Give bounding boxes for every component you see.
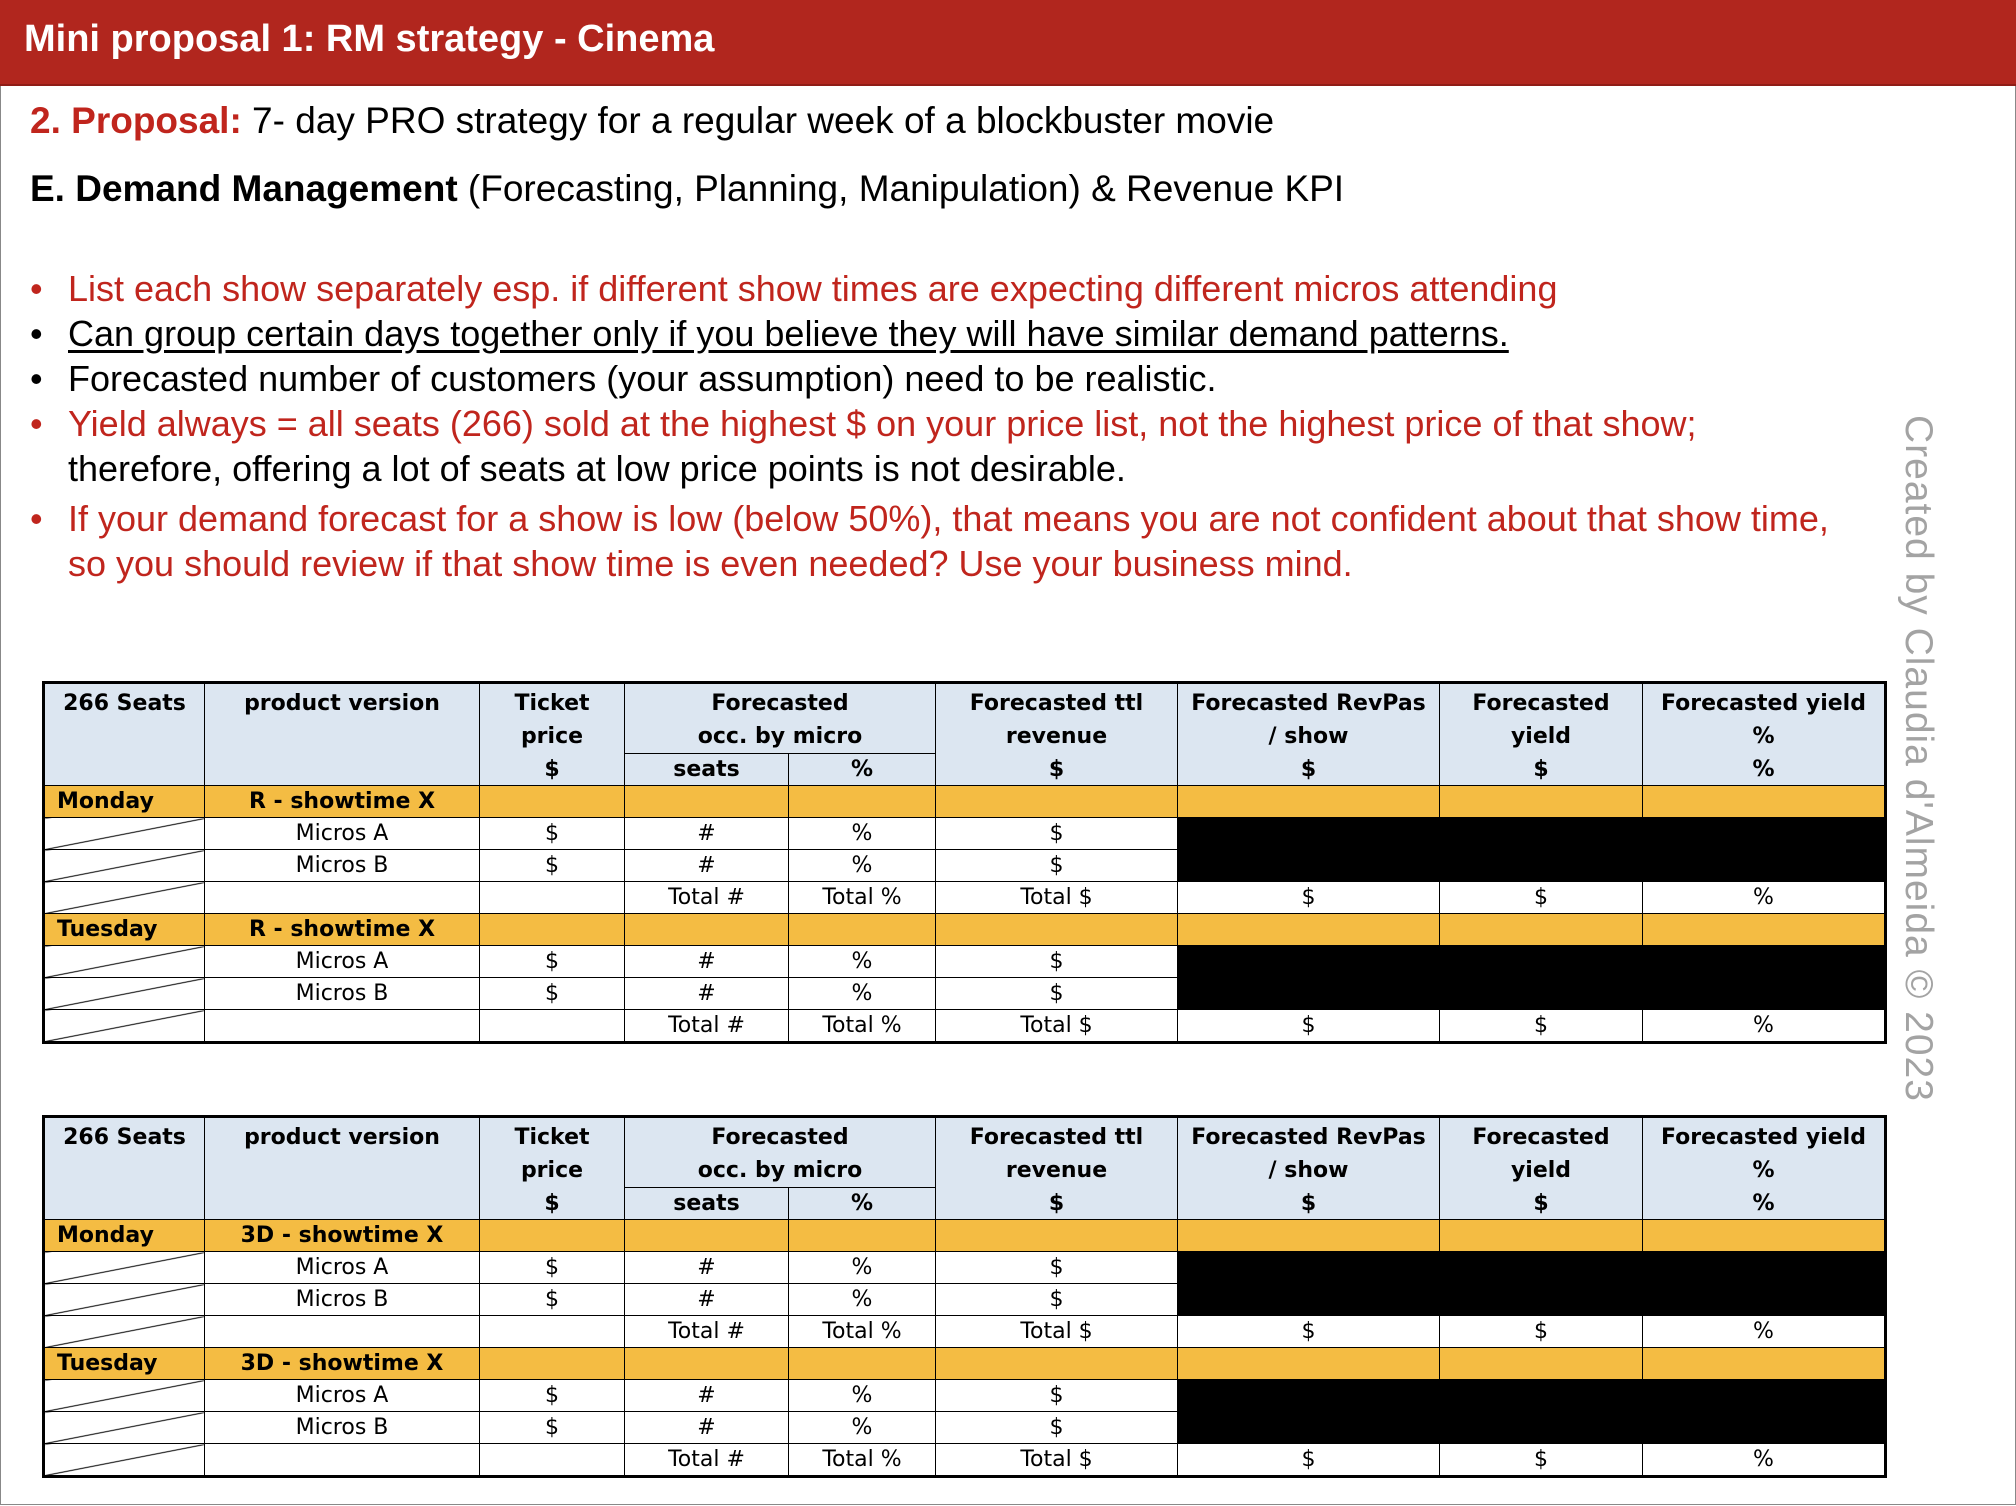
- header-revenue: Forecasted ttl revenue: [936, 1117, 1178, 1188]
- revenue-cell[interactable]: $: [936, 1412, 1178, 1444]
- yellow-cell: [625, 914, 789, 946]
- diagonal-cell: [44, 978, 205, 1010]
- unit-cell: [205, 1188, 480, 1220]
- unit-cell: $: [1440, 754, 1643, 786]
- forecast-table-3d: [42, 1115, 1887, 1478]
- guideline-text-red: Yield always = all seats (266) sold at the highest $ on your price list, not the highest price of that show;: [68, 403, 1697, 444]
- yield-cell[interactable]: $: [1440, 1444, 1643, 1477]
- blocked-cell: [1643, 946, 1886, 978]
- unit-cell: $: [936, 1188, 1178, 1220]
- diagonal-cell: [44, 818, 205, 850]
- revenue-cell[interactable]: $: [936, 946, 1178, 978]
- yellow-cell: [1440, 914, 1643, 946]
- unit-cell: [44, 1188, 205, 1220]
- pct-cell[interactable]: %: [789, 1252, 936, 1284]
- blocked-cell: [1643, 1252, 1886, 1284]
- yellow-cell: [789, 786, 936, 818]
- header-product: product version: [205, 1117, 480, 1188]
- yellow-cell: [625, 1220, 789, 1252]
- guideline-item: [30, 401, 1930, 491]
- total-revenue-cell[interactable]: Total $: [936, 1316, 1178, 1348]
- diagonal-cell: [44, 882, 205, 914]
- micro-row: [44, 850, 1886, 882]
- empty-cell: [480, 882, 625, 914]
- blocked-cell: [1643, 818, 1886, 850]
- seats-cell[interactable]: #: [625, 818, 789, 850]
- guideline-text: Forecasted number of customers (your assumption) need to be realistic.: [68, 358, 1217, 399]
- slide-title: Mini proposal 1: RM strategy - Cinema: [24, 18, 715, 60]
- yellow-cell: [1440, 1348, 1643, 1380]
- header-yield: Forecasted yield: [1440, 683, 1643, 754]
- ticket-price-cell[interactable]: $: [480, 1380, 625, 1412]
- day-row: [44, 1348, 1886, 1380]
- micro-label: Micros B: [205, 850, 480, 882]
- proposal-text: 7- day PRO strategy for a regular week of a blockbuster movie: [241, 100, 1275, 141]
- yellow-cell: [1440, 1220, 1643, 1252]
- yield-cell[interactable]: $: [1440, 1010, 1643, 1043]
- total-seats-cell[interactable]: Total #: [625, 1316, 789, 1348]
- revpas-cell[interactable]: $: [1178, 1316, 1440, 1348]
- yellow-cell: [1178, 786, 1440, 818]
- blocked-cell: [1643, 850, 1886, 882]
- total-row: [44, 1010, 1886, 1043]
- day-row: [44, 1220, 1886, 1252]
- empty-cell: [205, 1316, 480, 1348]
- micro-label: Micros B: [205, 978, 480, 1010]
- micro-row: [44, 818, 1886, 850]
- blocked-cell: [1440, 818, 1643, 850]
- product-label: R - showtime X: [205, 914, 480, 946]
- micro-row: [44, 946, 1886, 978]
- diagonal-cell: [44, 1316, 205, 1348]
- total-pct-cell[interactable]: Total %: [789, 1010, 936, 1043]
- unit-cell: [205, 754, 480, 786]
- header-row: [44, 1117, 1886, 1188]
- seats-cell[interactable]: #: [625, 946, 789, 978]
- day-label: Monday: [44, 1220, 205, 1252]
- micro-label: Micros A: [205, 1252, 480, 1284]
- bullet-dot: •: [30, 498, 43, 539]
- total-seats-cell[interactable]: Total #: [625, 882, 789, 914]
- product-label: R - showtime X: [205, 786, 480, 818]
- total-revenue-cell[interactable]: Total $: [936, 1010, 1178, 1043]
- diagonal-cell: [44, 1284, 205, 1316]
- yield-pct-cell[interactable]: %: [1643, 1316, 1886, 1348]
- empty-cell: [480, 1444, 625, 1477]
- bullet-dot: •: [30, 358, 43, 399]
- bullet-dot: •: [30, 313, 43, 354]
- yellow-cell: [1178, 1348, 1440, 1380]
- guideline-item: [30, 356, 1930, 401]
- yellow-cell: [936, 1220, 1178, 1252]
- diagonal-cell: [44, 1252, 205, 1284]
- yellow-cell: [1643, 1220, 1886, 1252]
- diagonal-cell: [44, 1444, 205, 1477]
- revpas-cell[interactable]: $: [1178, 1010, 1440, 1043]
- blocked-cell: [1643, 978, 1886, 1010]
- guideline-text: If your demand forecast for a show is low (below 50%), that means you are not confident about that show time, so you should review if that show time is even needed? Use your business mind.: [68, 498, 1829, 584]
- title-bar: [0, 0, 2016, 86]
- yellow-cell: [789, 1220, 936, 1252]
- guideline-text: Can group certain days together only if you believe they will have similar demand patterns.: [68, 313, 1509, 354]
- unit-cell: [44, 754, 205, 786]
- yield-pct-cell[interactable]: %: [1643, 1444, 1886, 1477]
- seats-cell[interactable]: #: [625, 1412, 789, 1444]
- micro-row: [44, 1380, 1886, 1412]
- total-seats-cell[interactable]: Total #: [625, 1010, 789, 1043]
- ticket-price-cell[interactable]: $: [480, 978, 625, 1010]
- blocked-cell: [1440, 978, 1643, 1010]
- pct-cell[interactable]: %: [789, 1412, 936, 1444]
- day-label: Monday: [44, 786, 205, 818]
- micro-row: [44, 978, 1886, 1010]
- empty-cell: [480, 1010, 625, 1043]
- day-row: [44, 786, 1886, 818]
- ticket-price-cell[interactable]: $: [480, 1412, 625, 1444]
- revenue-cell[interactable]: $: [936, 978, 1178, 1010]
- blocked-cell: [1178, 978, 1440, 1010]
- total-row: [44, 1316, 1886, 1348]
- day-label: Tuesday: [44, 914, 205, 946]
- guidelines-list: [30, 266, 1930, 591]
- header-yield-pct: Forecasted yield %: [1643, 683, 1886, 754]
- header-row: [44, 683, 1886, 754]
- section-prefix: E. Demand Management: [30, 168, 458, 209]
- yellow-cell: [1178, 1220, 1440, 1252]
- total-pct-cell[interactable]: Total %: [789, 1444, 936, 1477]
- blocked-cell: [1440, 850, 1643, 882]
- header-occupancy: Forecasted occ. by micro: [625, 1117, 936, 1188]
- seats-cell[interactable]: #: [625, 978, 789, 1010]
- blocked-cell: [1178, 1412, 1440, 1444]
- blocked-cell: [1178, 1284, 1440, 1316]
- micro-label: Micros A: [205, 946, 480, 978]
- header-product: product version: [205, 683, 480, 754]
- header-revenue: Forecasted ttl revenue: [936, 683, 1178, 754]
- guideline-item: [30, 496, 1930, 586]
- blocked-cell: [1643, 1412, 1886, 1444]
- unit-seats: seats: [625, 754, 789, 786]
- pct-cell[interactable]: %: [789, 1284, 936, 1316]
- ticket-price-cell[interactable]: $: [480, 1284, 625, 1316]
- total-row: [44, 1444, 1886, 1477]
- bullet-dot: •: [30, 268, 43, 309]
- unit-cell: $: [1178, 754, 1440, 786]
- header-units-row: [44, 1188, 1886, 1220]
- blocked-cell: [1643, 1284, 1886, 1316]
- header-yield-pct: Forecasted yield %: [1643, 1117, 1886, 1188]
- micro-label: Micros B: [205, 1412, 480, 1444]
- yellow-cell: [480, 914, 625, 946]
- header-units-row: [44, 754, 1886, 786]
- unit-pct: %: [789, 754, 936, 786]
- blocked-cell: [1178, 1252, 1440, 1284]
- yield-cell[interactable]: $: [1440, 1316, 1643, 1348]
- unit-pct: %: [789, 1188, 936, 1220]
- ticket-price-cell[interactable]: $: [480, 946, 625, 978]
- revenue-cell[interactable]: $: [936, 1252, 1178, 1284]
- guideline-text-black: therefore, offering a lot of seats at low price points is not desirable.: [68, 448, 1126, 489]
- unit-cell: $: [1178, 1188, 1440, 1220]
- unit-cell: %: [1643, 754, 1886, 786]
- ticket-price-cell[interactable]: $: [480, 850, 625, 882]
- guideline-item: [30, 311, 1930, 356]
- micro-label: Micros A: [205, 818, 480, 850]
- total-revenue-cell[interactable]: Total $: [936, 882, 1178, 914]
- unit-cell: $: [1440, 1188, 1643, 1220]
- yield-cell[interactable]: $: [1440, 882, 1643, 914]
- pct-cell[interactable]: %: [789, 818, 936, 850]
- unit-seats: seats: [625, 1188, 789, 1220]
- blocked-cell: [1440, 1284, 1643, 1316]
- yellow-cell: [625, 1348, 789, 1380]
- seats-cell[interactable]: #: [625, 1252, 789, 1284]
- yellow-cell: [480, 1220, 625, 1252]
- yield-pct-cell[interactable]: %: [1643, 1010, 1886, 1043]
- micro-label: Micros B: [205, 1284, 480, 1316]
- yellow-cell: [1643, 914, 1886, 946]
- diagonal-cell: [44, 850, 205, 882]
- proposal-prefix: 2. Proposal:: [30, 100, 242, 141]
- revenue-cell[interactable]: $: [936, 818, 1178, 850]
- product-label: 3D - showtime X: [205, 1348, 480, 1380]
- yellow-cell: [1440, 786, 1643, 818]
- micro-row: [44, 1412, 1886, 1444]
- header-seats: 266 Seats: [44, 1117, 205, 1188]
- yellow-cell: [789, 1348, 936, 1380]
- revenue-cell[interactable]: $: [936, 850, 1178, 882]
- seats-cell[interactable]: #: [625, 850, 789, 882]
- header-occupancy: Forecasted occ. by micro: [625, 683, 936, 754]
- yellow-cell: [1643, 1348, 1886, 1380]
- section-text: (Forecasting, Planning, Manipulation) & Revenue KPI: [457, 168, 1345, 209]
- blocked-cell: [1178, 850, 1440, 882]
- blocked-cell: [1440, 1412, 1643, 1444]
- yellow-cell: [936, 786, 1178, 818]
- revpas-cell[interactable]: $: [1178, 1444, 1440, 1477]
- ticket-price-cell[interactable]: $: [480, 1252, 625, 1284]
- guideline-text: List each show separately esp. if different show times are expecting different micros attending: [68, 268, 1558, 309]
- yellow-cell: [936, 914, 1178, 946]
- diagonal-cell: [44, 1380, 205, 1412]
- blocked-cell: [1643, 1380, 1886, 1412]
- header-ticket: Ticket price: [480, 683, 625, 754]
- micro-row: [44, 1252, 1886, 1284]
- seats-cell[interactable]: #: [625, 1380, 789, 1412]
- empty-cell: [205, 882, 480, 914]
- total-pct-cell[interactable]: Total %: [789, 882, 936, 914]
- yield-pct-cell[interactable]: %: [1643, 882, 1886, 914]
- unit-cell: $: [480, 1188, 625, 1220]
- yellow-cell: [789, 914, 936, 946]
- yellow-cell: [625, 786, 789, 818]
- blocked-cell: [1178, 946, 1440, 978]
- diagonal-cell: [44, 946, 205, 978]
- pct-cell[interactable]: %: [789, 946, 936, 978]
- day-row: [44, 914, 1886, 946]
- product-label: 3D - showtime X: [205, 1220, 480, 1252]
- revpas-cell[interactable]: $: [1178, 882, 1440, 914]
- forecast-table-regular: [42, 681, 1887, 1044]
- empty-cell: [480, 1316, 625, 1348]
- blocked-cell: [1440, 1252, 1643, 1284]
- empty-cell: [205, 1444, 480, 1477]
- empty-cell: [205, 1010, 480, 1043]
- yellow-cell: [936, 1348, 1178, 1380]
- total-seats-cell[interactable]: Total #: [625, 1444, 789, 1477]
- proposal-line: [30, 100, 1274, 142]
- header-revpas: Forecasted RevPas / show: [1178, 683, 1440, 754]
- diagonal-cell: [44, 1010, 205, 1043]
- revenue-cell[interactable]: $: [936, 1380, 1178, 1412]
- yellow-cell: [480, 786, 625, 818]
- total-revenue-cell[interactable]: Total $: [936, 1444, 1178, 1477]
- seats-cell[interactable]: #: [625, 1284, 789, 1316]
- pct-cell[interactable]: %: [789, 978, 936, 1010]
- section-line: [30, 168, 1344, 210]
- yellow-cell: [1643, 786, 1886, 818]
- unit-cell: $: [936, 754, 1178, 786]
- pct-cell[interactable]: %: [789, 850, 936, 882]
- blocked-cell: [1178, 818, 1440, 850]
- revenue-cell[interactable]: $: [936, 1284, 1178, 1316]
- yellow-cell: [1178, 914, 1440, 946]
- pct-cell[interactable]: %: [789, 1380, 936, 1412]
- header-ticket: Ticket price: [480, 1117, 625, 1188]
- unit-cell: %: [1643, 1188, 1886, 1220]
- bullet-dot: •: [30, 403, 43, 444]
- header-seats: 266 Seats: [44, 683, 205, 754]
- day-label: Tuesday: [44, 1348, 205, 1380]
- total-row: [44, 882, 1886, 914]
- guideline-item: [30, 266, 1930, 311]
- diagonal-cell: [44, 1412, 205, 1444]
- blocked-cell: [1178, 1380, 1440, 1412]
- unit-cell: $: [480, 754, 625, 786]
- blocked-cell: [1440, 946, 1643, 978]
- copyright-watermark: Created by Claudia d'Almeida © 2023: [1897, 415, 1940, 1102]
- ticket-price-cell[interactable]: $: [480, 818, 625, 850]
- blocked-cell: [1440, 1380, 1643, 1412]
- header-yield: Forecasted yield: [1440, 1117, 1643, 1188]
- micro-label: Micros A: [205, 1380, 480, 1412]
- total-pct-cell[interactable]: Total %: [789, 1316, 936, 1348]
- yellow-cell: [480, 1348, 625, 1380]
- micro-row: [44, 1284, 1886, 1316]
- header-revpas: Forecasted RevPas / show: [1178, 1117, 1440, 1188]
